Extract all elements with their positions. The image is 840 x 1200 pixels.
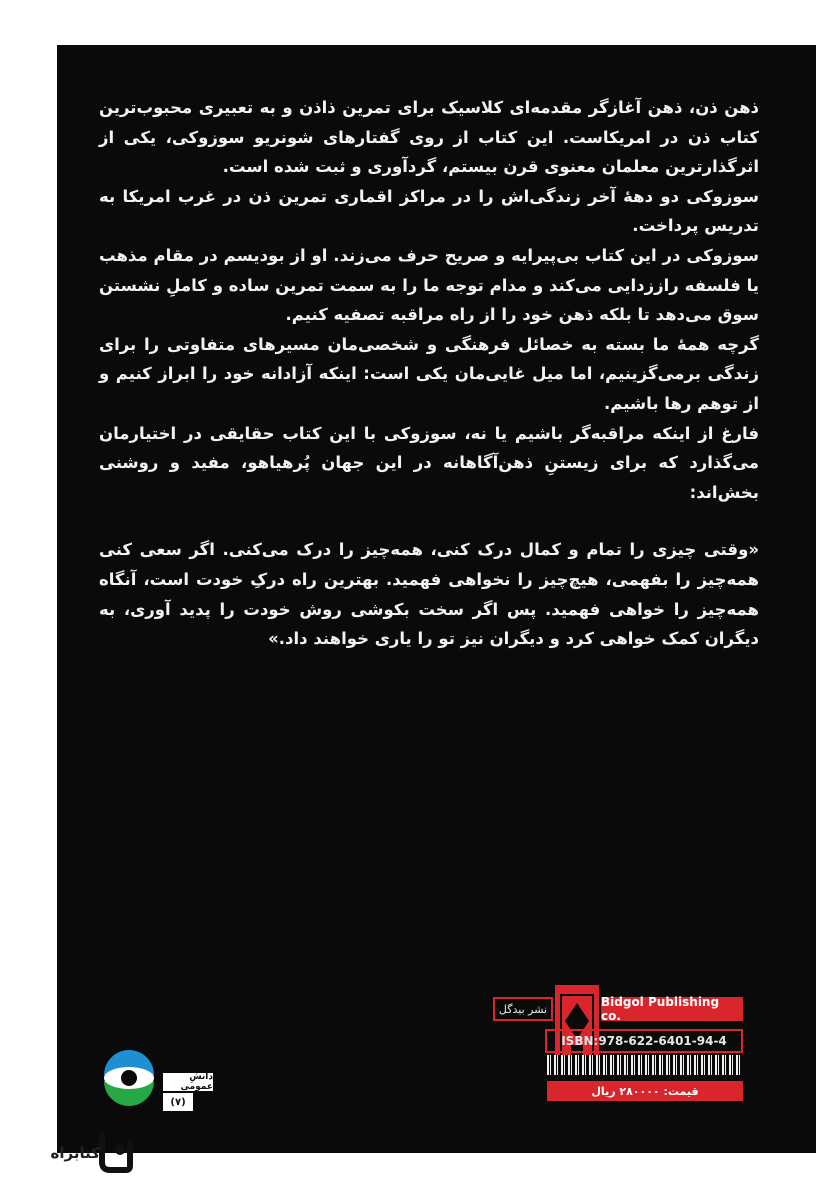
blurb-paragraph-4: گرچه همۀ ما بسته به خصائل فرهنگی و شخصی‌مان مسیرهای متفاوتی را برای زندگی برمی‌گزینیم، اما میل غایی‌مان یکی است: اینکه آزادانه خود را ابراز کنیم و از توهم رها باشیم. bbox=[99, 334, 759, 413]
blurb-paragraph-1: ذهن ذن، ذهن آغازگر مقدمه‌ای کلاسیک برای تمرین ذاذن و به تعبیری محبوب‌ترین کتاب ذن در امریکاست. این کتاب از روی گفتارهای شونریو سوزوکی، یکی از اثرگذارترین معلمان معنوی قرن بیستم، گردآوری و ثبت شده است. bbox=[99, 98, 760, 177]
publisher-name-fa: نشر بیدگل bbox=[493, 997, 553, 1021]
eye-logo-icon bbox=[101, 1035, 157, 1121]
blurb-text bbox=[99, 93, 759, 654]
ketabrah-watermark bbox=[50, 1128, 146, 1188]
series-number: (۷) bbox=[163, 1093, 193, 1111]
blurb-paragraph-2: سوزوکی دو دهۀ آخر زندگی‌اش را در مراکز اقماری تمرین ذن در غرب امریکا به تدریس پرداخت. bbox=[99, 186, 759, 236]
quote-paragraph: «وقتی چیزی را تمام و کمال درک کنی، همه‌چیز را درک می‌کنی. اگر سعی کنی همه‌چیز را بفهمی، هیچ‌چیز را نخواهی فهمید. بهترین راه درکِ خودت است، آنگاه همه‌چیز را خواهی فهمید. پس اگر سخت بکوشی روش خودت را پدید آوری، به دیگران کمک خواهی کرد و دیگران نیز تو را یاری خواهند داد.» bbox=[99, 540, 759, 649]
series-label: دانشِ عمومی bbox=[163, 1073, 213, 1091]
publisher-block bbox=[427, 985, 747, 1105]
ketabrah-logo-icon bbox=[98, 1132, 134, 1174]
book-title-inline: ذهن ذن، ذهن آغازگر bbox=[588, 98, 760, 117]
publisher-name-en: Bidgol Publishing co. bbox=[601, 997, 743, 1021]
blurb-paragraph-5: فارغ از اینکه مراقبه‌گر باشیم یا نه، سوزوکی با این کتاب حقایقی در اختیارمان می‌گذارد که برای زیستنِ ذهن‌آگاهانه در این جهان پُرهیاهو، مفید و روشنی بخش‌اند: bbox=[99, 423, 759, 502]
blurb-paragraph-3: سوزوکی در این کتاب بی‌پیرایه و صریح حرف می‌زند. او از بودیسم در مقام مذهب یا فلسفه راززدایی می‌کند و مدام توجه ما را به سمت تمرین ساده و کاملِ نشستن سوق می‌دهد تا بلکه ذهن خود را از راه مراقبه تصفیه کنیم. bbox=[99, 245, 759, 325]
barcode bbox=[547, 1055, 743, 1075]
book-back-cover bbox=[57, 45, 816, 1153]
price-label: قیمت: ۲۸۰۰۰۰ ریال bbox=[547, 1081, 743, 1101]
isbn-label: ISBN:978-622-6401-94-4 bbox=[545, 1029, 743, 1053]
watermark-text: کتابراه bbox=[50, 1144, 100, 1162]
